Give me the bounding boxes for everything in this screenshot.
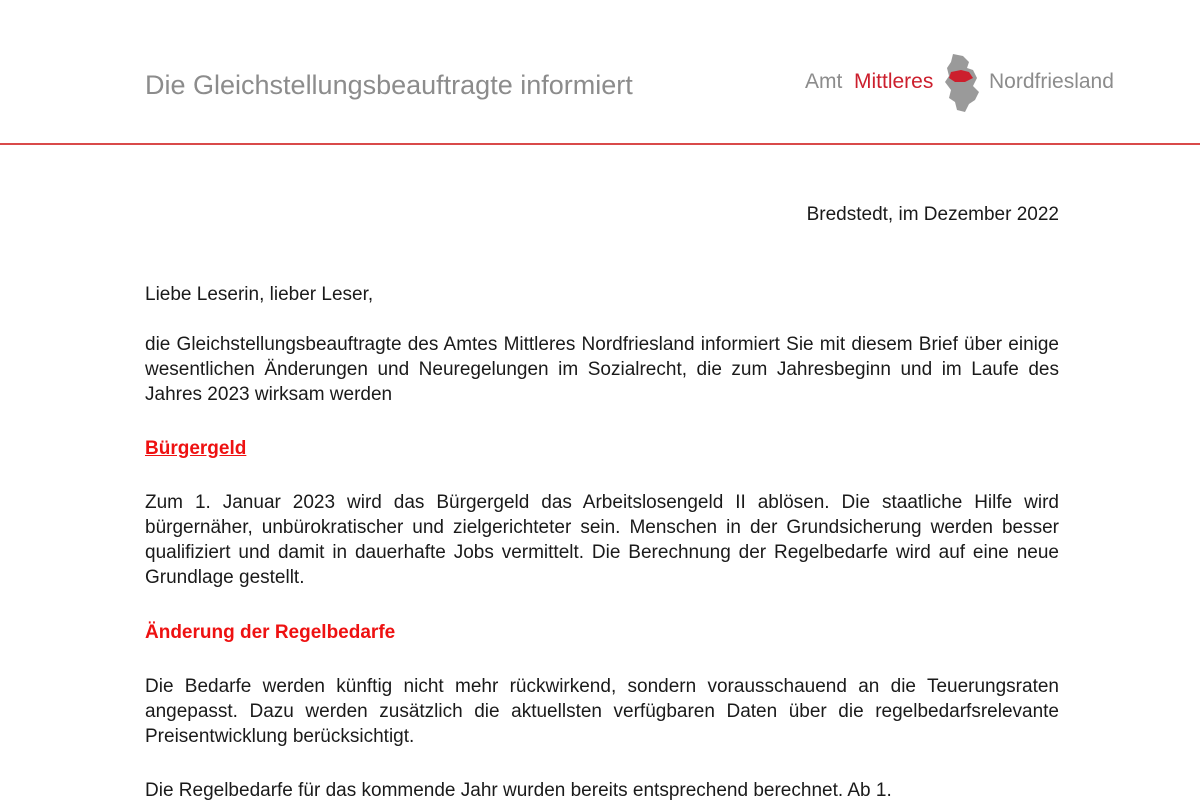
logo-text-mittleres: Mittleres [854, 70, 934, 93]
letterhead [0, 0, 1200, 145]
logo-text-amt: Amt [805, 70, 843, 93]
section-heading-regelbedarfe: Änderung der Regelbedarfe [145, 622, 396, 643]
section-paragraph: Die Regelbedarfe für das kommende Jahr wurden bereits entsprechend berechnet. Ab 1. [145, 780, 892, 801]
amt-logo [805, 52, 1125, 114]
section-paragraph: Die Bedarfe werden künftig nicht mehr rückwirkend, sondern vorausschauend an die Teuerungsraten angepasst. Dazu werden zusätzlich die aktuellsten verfügbaren Daten über die regelbedarfsrelevante Preisentwicklung berücksichtigt. [145, 676, 1059, 747]
salutation: Liebe Leserin, lieber Leser, [145, 284, 374, 305]
section-paragraph: Zum 1. Januar 2023 wird das Bürgergeld das Arbeitslosengeld II ablösen. Die staatliche Hilfe wird bürgernäher, unbürokratischer und zielgerichteter sein. Menschen in der Grundsicherung werden besser qualifiziert und damit in dauerhafte Jobs vermittelt. Die Berechnung der Regelbedarfe wird auf eine neue Grundlage gestellt. [145, 492, 1059, 588]
letterhead-title: Die Gleichstellungsbeauftragte informiert [145, 70, 633, 100]
intro-paragraph: die Gleichstellungsbeauftragte des Amtes Mittleres Nordfriesland informiert Sie mit diesem Brief über einige wesentlichen Änderungen und Neuregelungen im Sozialrecht, die zum Jahresbeginn und im Laufe des Jahres 2023 wirksam werden [145, 334, 1059, 405]
section-heading-buergergeld: Bürgergeld [145, 438, 247, 459]
nordfriesland-map-icon [939, 52, 987, 114]
date-line: Bredstedt, im Dezember 2022 [806, 204, 1059, 225]
header-divider [0, 143, 1200, 145]
logo-text-nordfriesland: Nordfriesland [989, 70, 1114, 93]
